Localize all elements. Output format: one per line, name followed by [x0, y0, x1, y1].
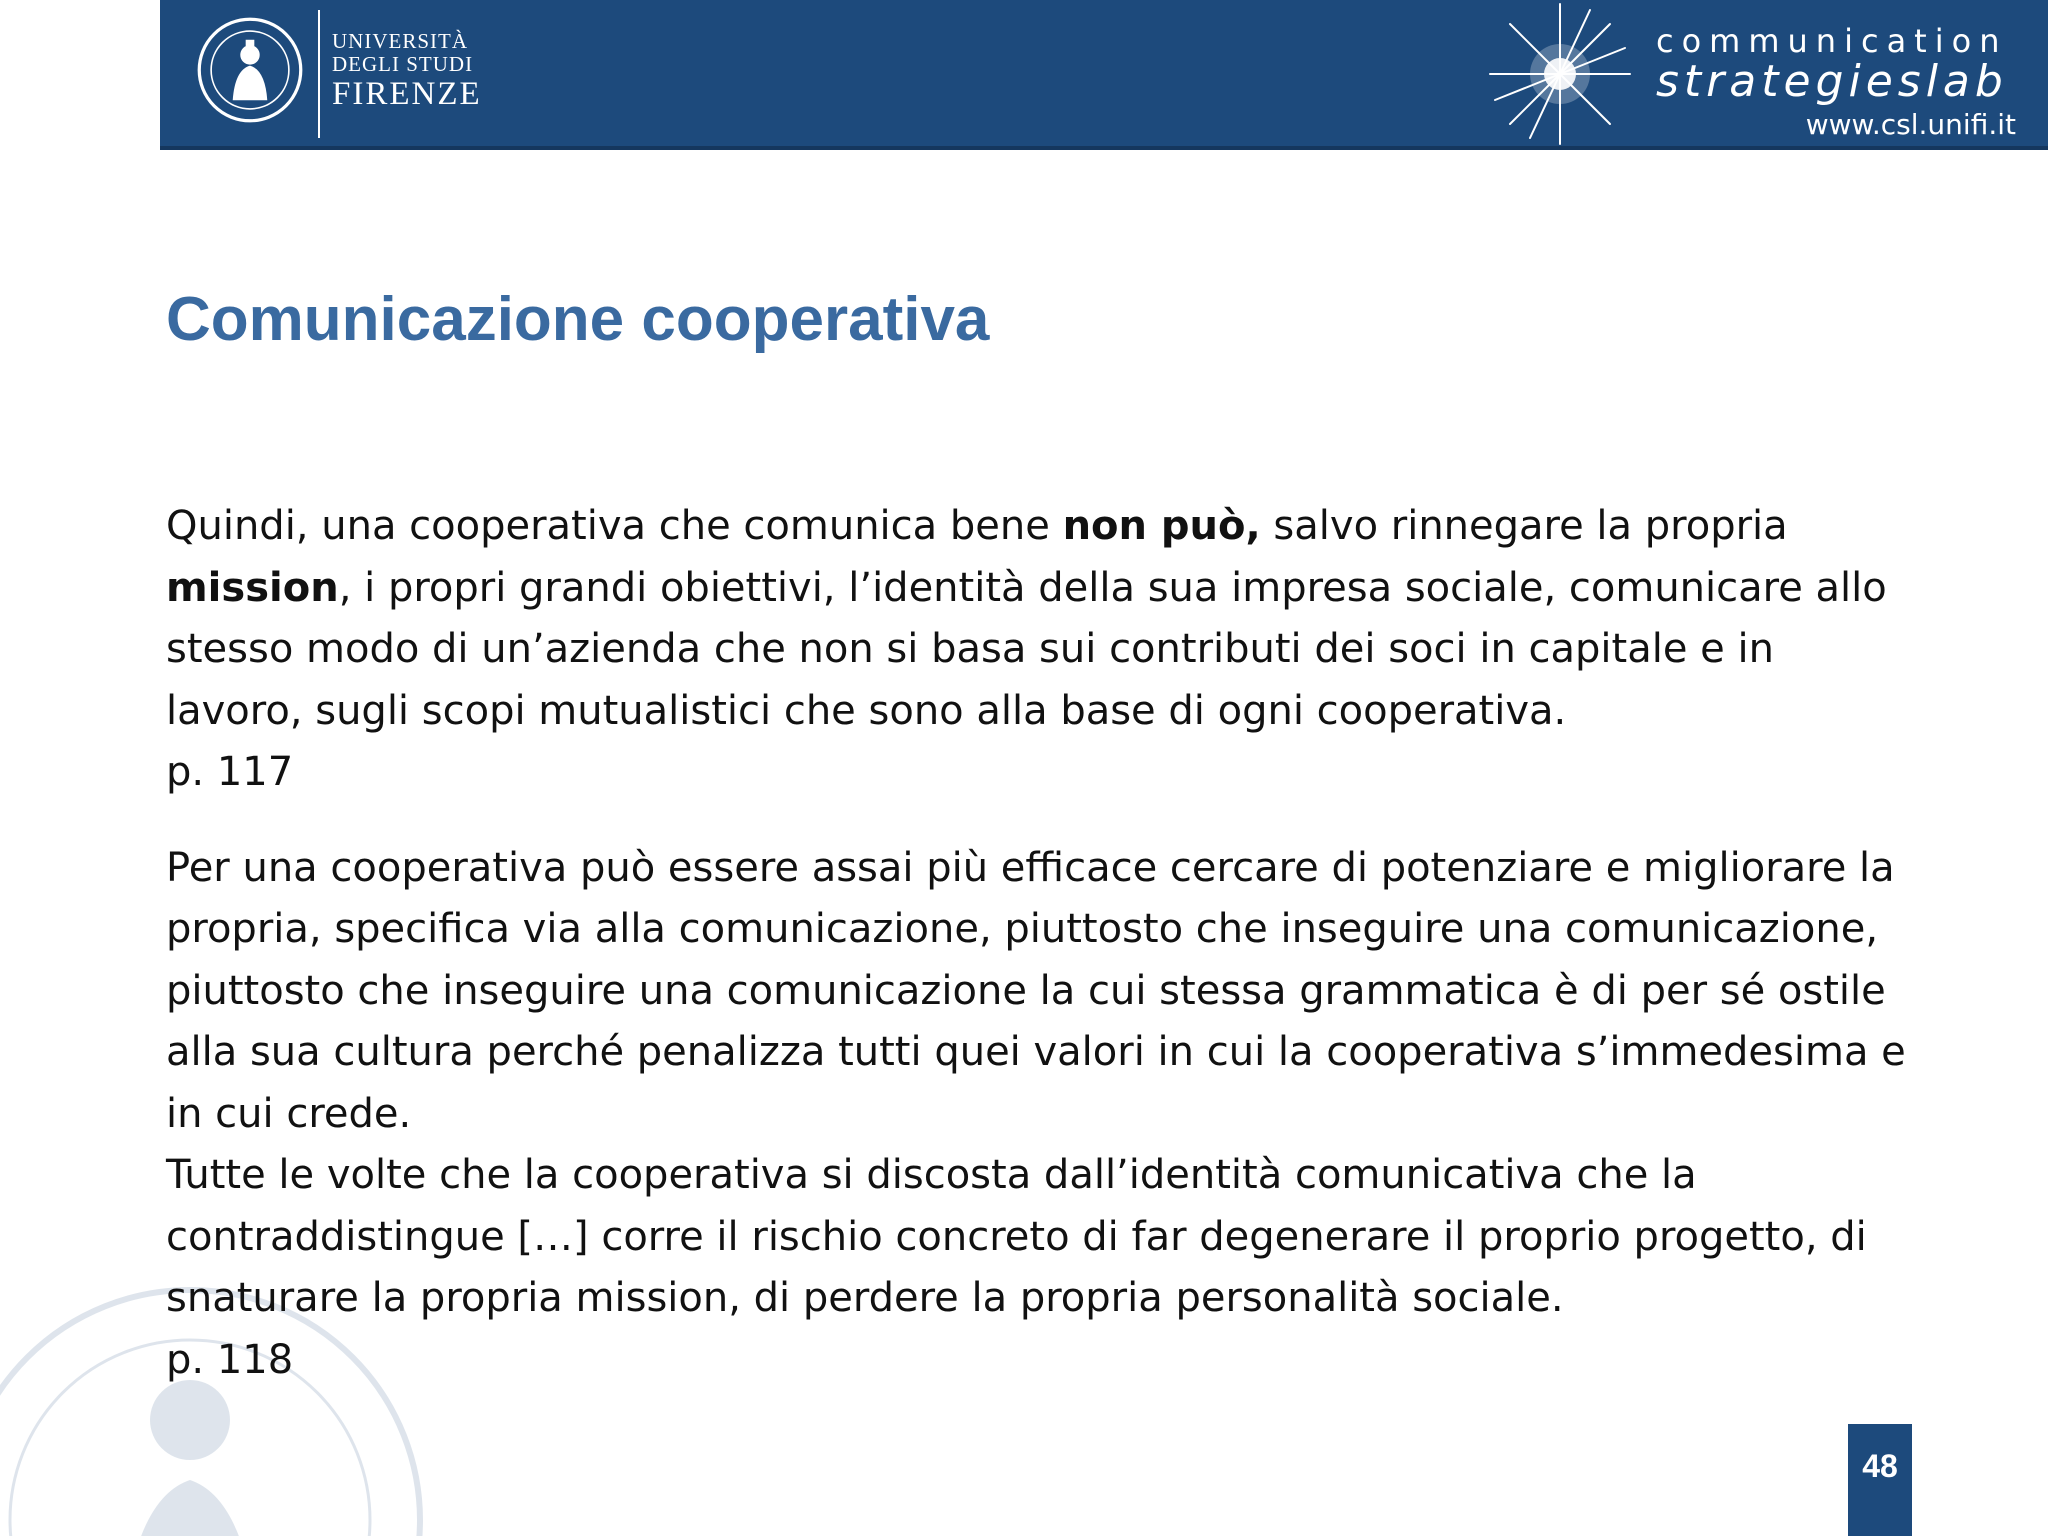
- university-line2: DEGLI STUDI: [332, 52, 474, 76]
- paragraph-1-text-mid: salvo rinnegare la propria: [1260, 503, 1788, 549]
- paragraph-2b: Tutte le volte che la cooperativa si discosta dall’identità comunicativa che la contraddistingue […] corre il rischio concreto di far degenerare il proprio progetto, di snaturare la propria mission, di perdere la propria personalità sociale.: [166, 1152, 1867, 1321]
- paragraph-1: [166, 496, 1906, 742]
- starburst-icon: [1480, 0, 1640, 148]
- university-name: [332, 30, 482, 112]
- lab-name-bottom: strategieslab: [1656, 56, 2008, 107]
- slide-title: Comunicazione cooperativa: [166, 285, 990, 354]
- paragraph-1-bold-2: mission: [166, 564, 339, 611]
- page-number: 48: [1848, 1424, 1912, 1536]
- slide-body: [166, 496, 1906, 1391]
- lab-name-top: communication: [1656, 22, 2008, 60]
- paragraph-1-text-end: , i propri grandi obiettivi, l’identità della sua impresa sociale, comunicare allo stesso modo di un’azienda che non si basa sui contributi dei soci in capitale e in lavoro, sugli scopi mutualistici che sono alla base di ogni cooperativa.: [166, 564, 1887, 734]
- paragraph-1-bold-1: non può,: [1062, 503, 1261, 549]
- university-line1: UNIVERSITÀ: [332, 29, 468, 53]
- university-seal-icon: [196, 16, 304, 124]
- lab-url: www.csl.unifi.it: [1805, 108, 2016, 141]
- university-line3: FIRENZE: [332, 76, 482, 112]
- paragraph-1-reference: p. 117: [166, 749, 294, 795]
- paragraph-1-text: Quindi, una cooperativa che comunica bene: [166, 503, 1063, 549]
- header-bar: [160, 0, 2048, 150]
- paragraph-2: Per una cooperativa può essere assai più efficace cercare di potenziare e migliorare la propria, specifica via alla comunicazione, piuttosto che inseguire una comunicazione, piuttosto che inseguire una comunicazione la cui stessa grammatica è di per sé ostile alla sua cultura perché penalizza tutti quei valori in cui la cooperativa s’immedesima e in cui crede.: [166, 844, 1906, 1137]
- header-divider: [318, 10, 320, 138]
- paragraph-2-reference: p. 118: [166, 1336, 294, 1383]
